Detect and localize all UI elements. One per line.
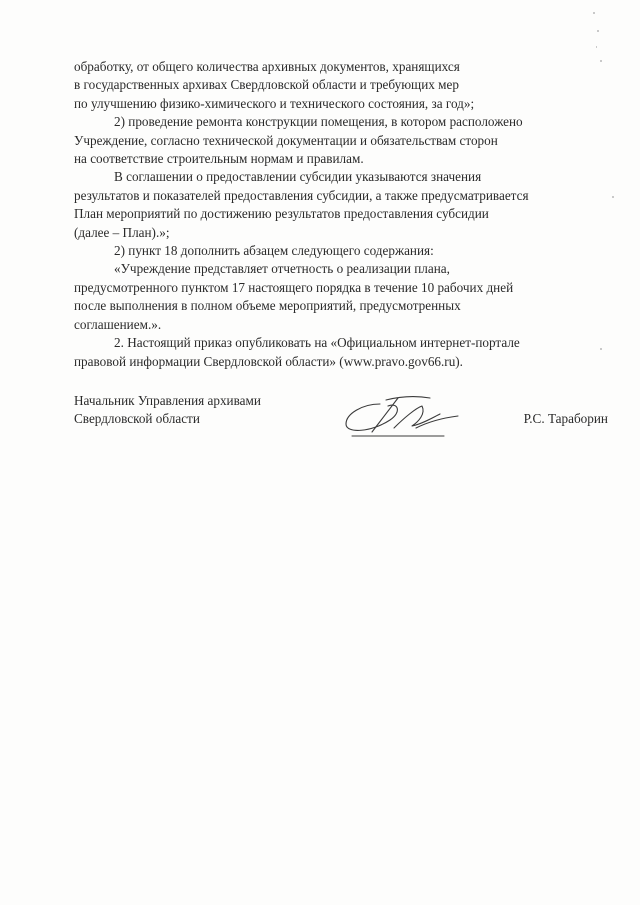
text-line: План мероприятий по достижению результатов предоставления субсидии xyxy=(74,206,489,222)
signature-block xyxy=(74,392,608,429)
text-line: после выполнения в полном объеме мероприятий, предусмотренных xyxy=(74,298,461,314)
handwritten-signature xyxy=(332,392,482,440)
text-line: обработку, от общего количества архивных документов, хранящихся xyxy=(74,59,460,74)
text-line: предусмотренного пунктом 17 настоящего порядка в течение 10 рабочих дней xyxy=(74,279,514,295)
signatory-name: Р.С. Тараборин xyxy=(523,411,608,426)
text-line: 2) проведение ремонта конструкции помещения, в котором расположено xyxy=(114,114,523,130)
paragraph xyxy=(74,168,608,242)
text-line: результатов и показателей предоставления субсидии, а также предусматривается xyxy=(74,187,529,203)
text-line: по улучшению физико-химического и технического состояния, за год»; xyxy=(74,95,475,111)
text-line: соглашением.». xyxy=(74,316,162,332)
paragraph xyxy=(74,113,608,168)
paragraph xyxy=(74,242,608,260)
text-line: на соответствие строительным нормам и правилам. xyxy=(74,151,364,167)
paragraph xyxy=(74,334,608,371)
paragraph xyxy=(74,260,608,334)
text-line: правовой информации Свердловской области» (www.pravo.gov66.ru). xyxy=(74,353,463,369)
text-line: 2) пункт 18 дополнить абзацем следующего содержания: xyxy=(114,243,434,259)
text-line: в государственных архивах Свердловской области и требующих мер xyxy=(74,77,459,93)
position-line: Свердловской области xyxy=(74,411,200,427)
paragraph xyxy=(74,58,608,113)
position-line: Начальник Управления архивами xyxy=(74,393,261,408)
text-line: Учреждение, согласно технической документации и обязательствам сторон xyxy=(74,132,498,148)
text-line: 2. Настоящий приказ опубликовать на «Официальном интернет-портале xyxy=(114,335,520,351)
document-body xyxy=(74,58,608,371)
text-line: «Учреждение представляет отчетность о реализации плана, xyxy=(114,261,450,277)
text-line: (далее – План).»; xyxy=(74,224,170,240)
text-line: В соглашении о предоставлении субсидии указываются значения xyxy=(114,169,482,185)
